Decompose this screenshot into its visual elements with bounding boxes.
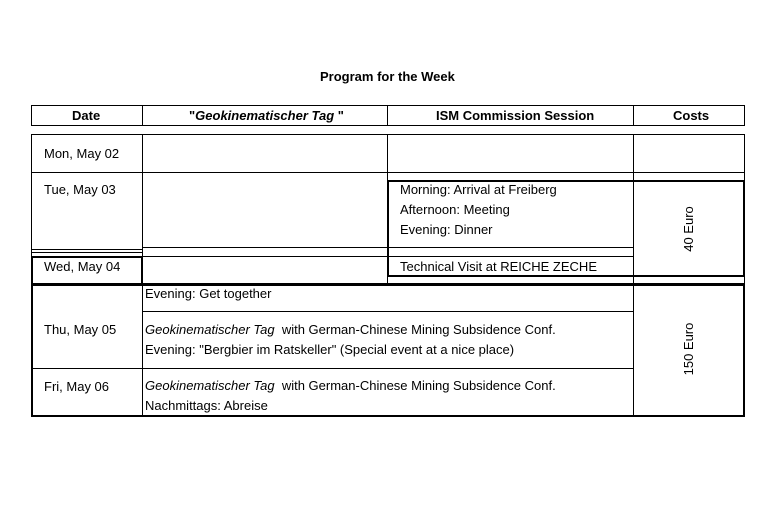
date-fri: Fri, May 06	[44, 379, 110, 394]
date-tue: Tue, May 03	[44, 182, 116, 197]
ism-afternoon: Afternoon: Meeting	[400, 202, 510, 217]
ism-evening: Evening: Dinner	[400, 222, 493, 237]
divider	[387, 105, 388, 126]
divider	[31, 252, 143, 253]
divider	[633, 105, 634, 126]
conf-text: with German-Chinese Mining Subsidence Conf.	[274, 322, 556, 337]
divider	[31, 249, 143, 250]
date-thu: Thu, May 05	[44, 322, 117, 337]
ism-morning: Morning: Arrival at Freiberg	[400, 182, 557, 197]
header-geo-label: Geokinematischer Tag	[195, 108, 335, 123]
quote-close: "	[334, 108, 344, 123]
ism-technical-visit: Technical Visit at REICHE ZECHE	[400, 259, 597, 274]
header-costs: Costs	[673, 108, 710, 123]
header-ism: ISM Commission Session	[436, 108, 595, 123]
date-wed: Wed, May 04	[44, 259, 121, 274]
fri-line2: Nachmittags: Abreise	[145, 398, 268, 413]
header-geo	[189, 108, 344, 124]
quote-open: "	[189, 108, 196, 123]
date-mon: Mon, May 02	[44, 146, 120, 161]
thu-line1	[145, 322, 556, 338]
geo-label: Geokinematischer Tag	[145, 378, 275, 393]
conf-text: with German-Chinese Mining Subsidence Conf.	[274, 378, 556, 393]
header-date: Date	[72, 108, 101, 123]
cost-40: 40 Euro	[681, 206, 696, 252]
fri-line1	[145, 378, 556, 394]
cost-150: 150 Euro	[681, 322, 696, 376]
divider	[142, 105, 143, 126]
page-title: Program for the Week	[320, 69, 455, 84]
thu-line2: Evening: "Bergbier im Ratskeller" (Special event at a nice place)	[145, 342, 515, 357]
geo-label: Geokinematischer Tag	[145, 322, 275, 337]
header-row	[31, 105, 745, 126]
divider	[31, 172, 745, 173]
wed-evening: Evening: Get together	[145, 286, 272, 301]
